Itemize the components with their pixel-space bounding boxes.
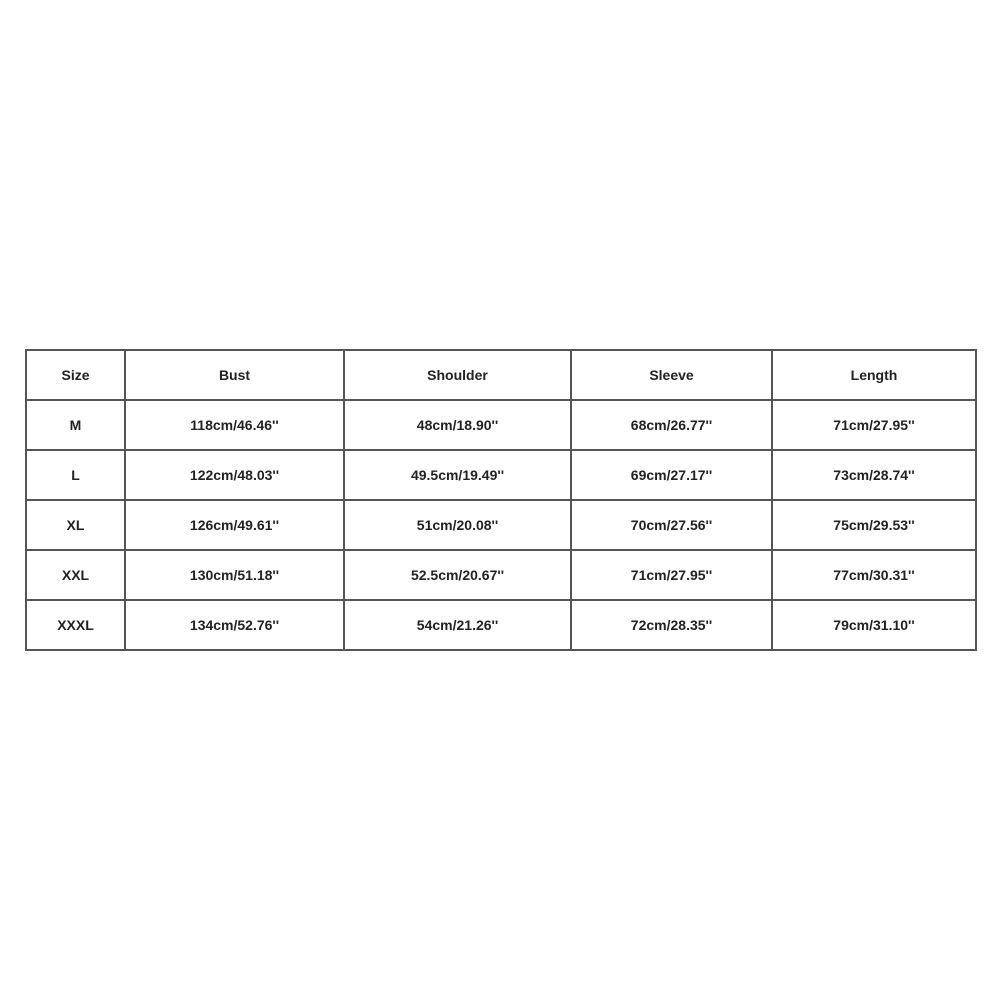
cell-shoulder: 52.5cm/20.67''	[344, 550, 571, 600]
size-chart-table	[25, 349, 977, 651]
table-row	[26, 400, 976, 450]
cell-sleeve: 69cm/27.17''	[571, 450, 772, 500]
cell-size: M	[26, 400, 125, 450]
cell-bust: 130cm/51.18''	[125, 550, 344, 600]
header-size: Size	[26, 350, 125, 400]
cell-sleeve: 68cm/26.77''	[571, 400, 772, 450]
cell-shoulder: 51cm/20.08''	[344, 500, 571, 550]
cell-length: 73cm/28.74''	[772, 450, 976, 500]
cell-bust: 126cm/49.61''	[125, 500, 344, 550]
cell-size: L	[26, 450, 125, 500]
cell-shoulder: 54cm/21.26''	[344, 600, 571, 650]
cell-bust: 118cm/46.46''	[125, 400, 344, 450]
cell-size: XXXL	[26, 600, 125, 650]
table-row	[26, 600, 976, 650]
cell-length: 75cm/29.53''	[772, 500, 976, 550]
cell-sleeve: 70cm/27.56''	[571, 500, 772, 550]
cell-shoulder: 49.5cm/19.49''	[344, 450, 571, 500]
table-row	[26, 550, 976, 600]
cell-size: XL	[26, 500, 125, 550]
cell-length: 77cm/30.31''	[772, 550, 976, 600]
table-row	[26, 450, 976, 500]
cell-sleeve: 71cm/27.95''	[571, 550, 772, 600]
cell-length: 79cm/31.10''	[772, 600, 976, 650]
table-header-row	[26, 350, 976, 400]
header-bust: Bust	[125, 350, 344, 400]
cell-sleeve: 72cm/28.35''	[571, 600, 772, 650]
header-length: Length	[772, 350, 976, 400]
cell-bust: 122cm/48.03''	[125, 450, 344, 500]
header-shoulder: Shoulder	[344, 350, 571, 400]
cell-shoulder: 48cm/18.90''	[344, 400, 571, 450]
cell-size: XXL	[26, 550, 125, 600]
cell-length: 71cm/27.95''	[772, 400, 976, 450]
cell-bust: 134cm/52.76''	[125, 600, 344, 650]
header-sleeve: Sleeve	[571, 350, 772, 400]
table-row	[26, 500, 976, 550]
